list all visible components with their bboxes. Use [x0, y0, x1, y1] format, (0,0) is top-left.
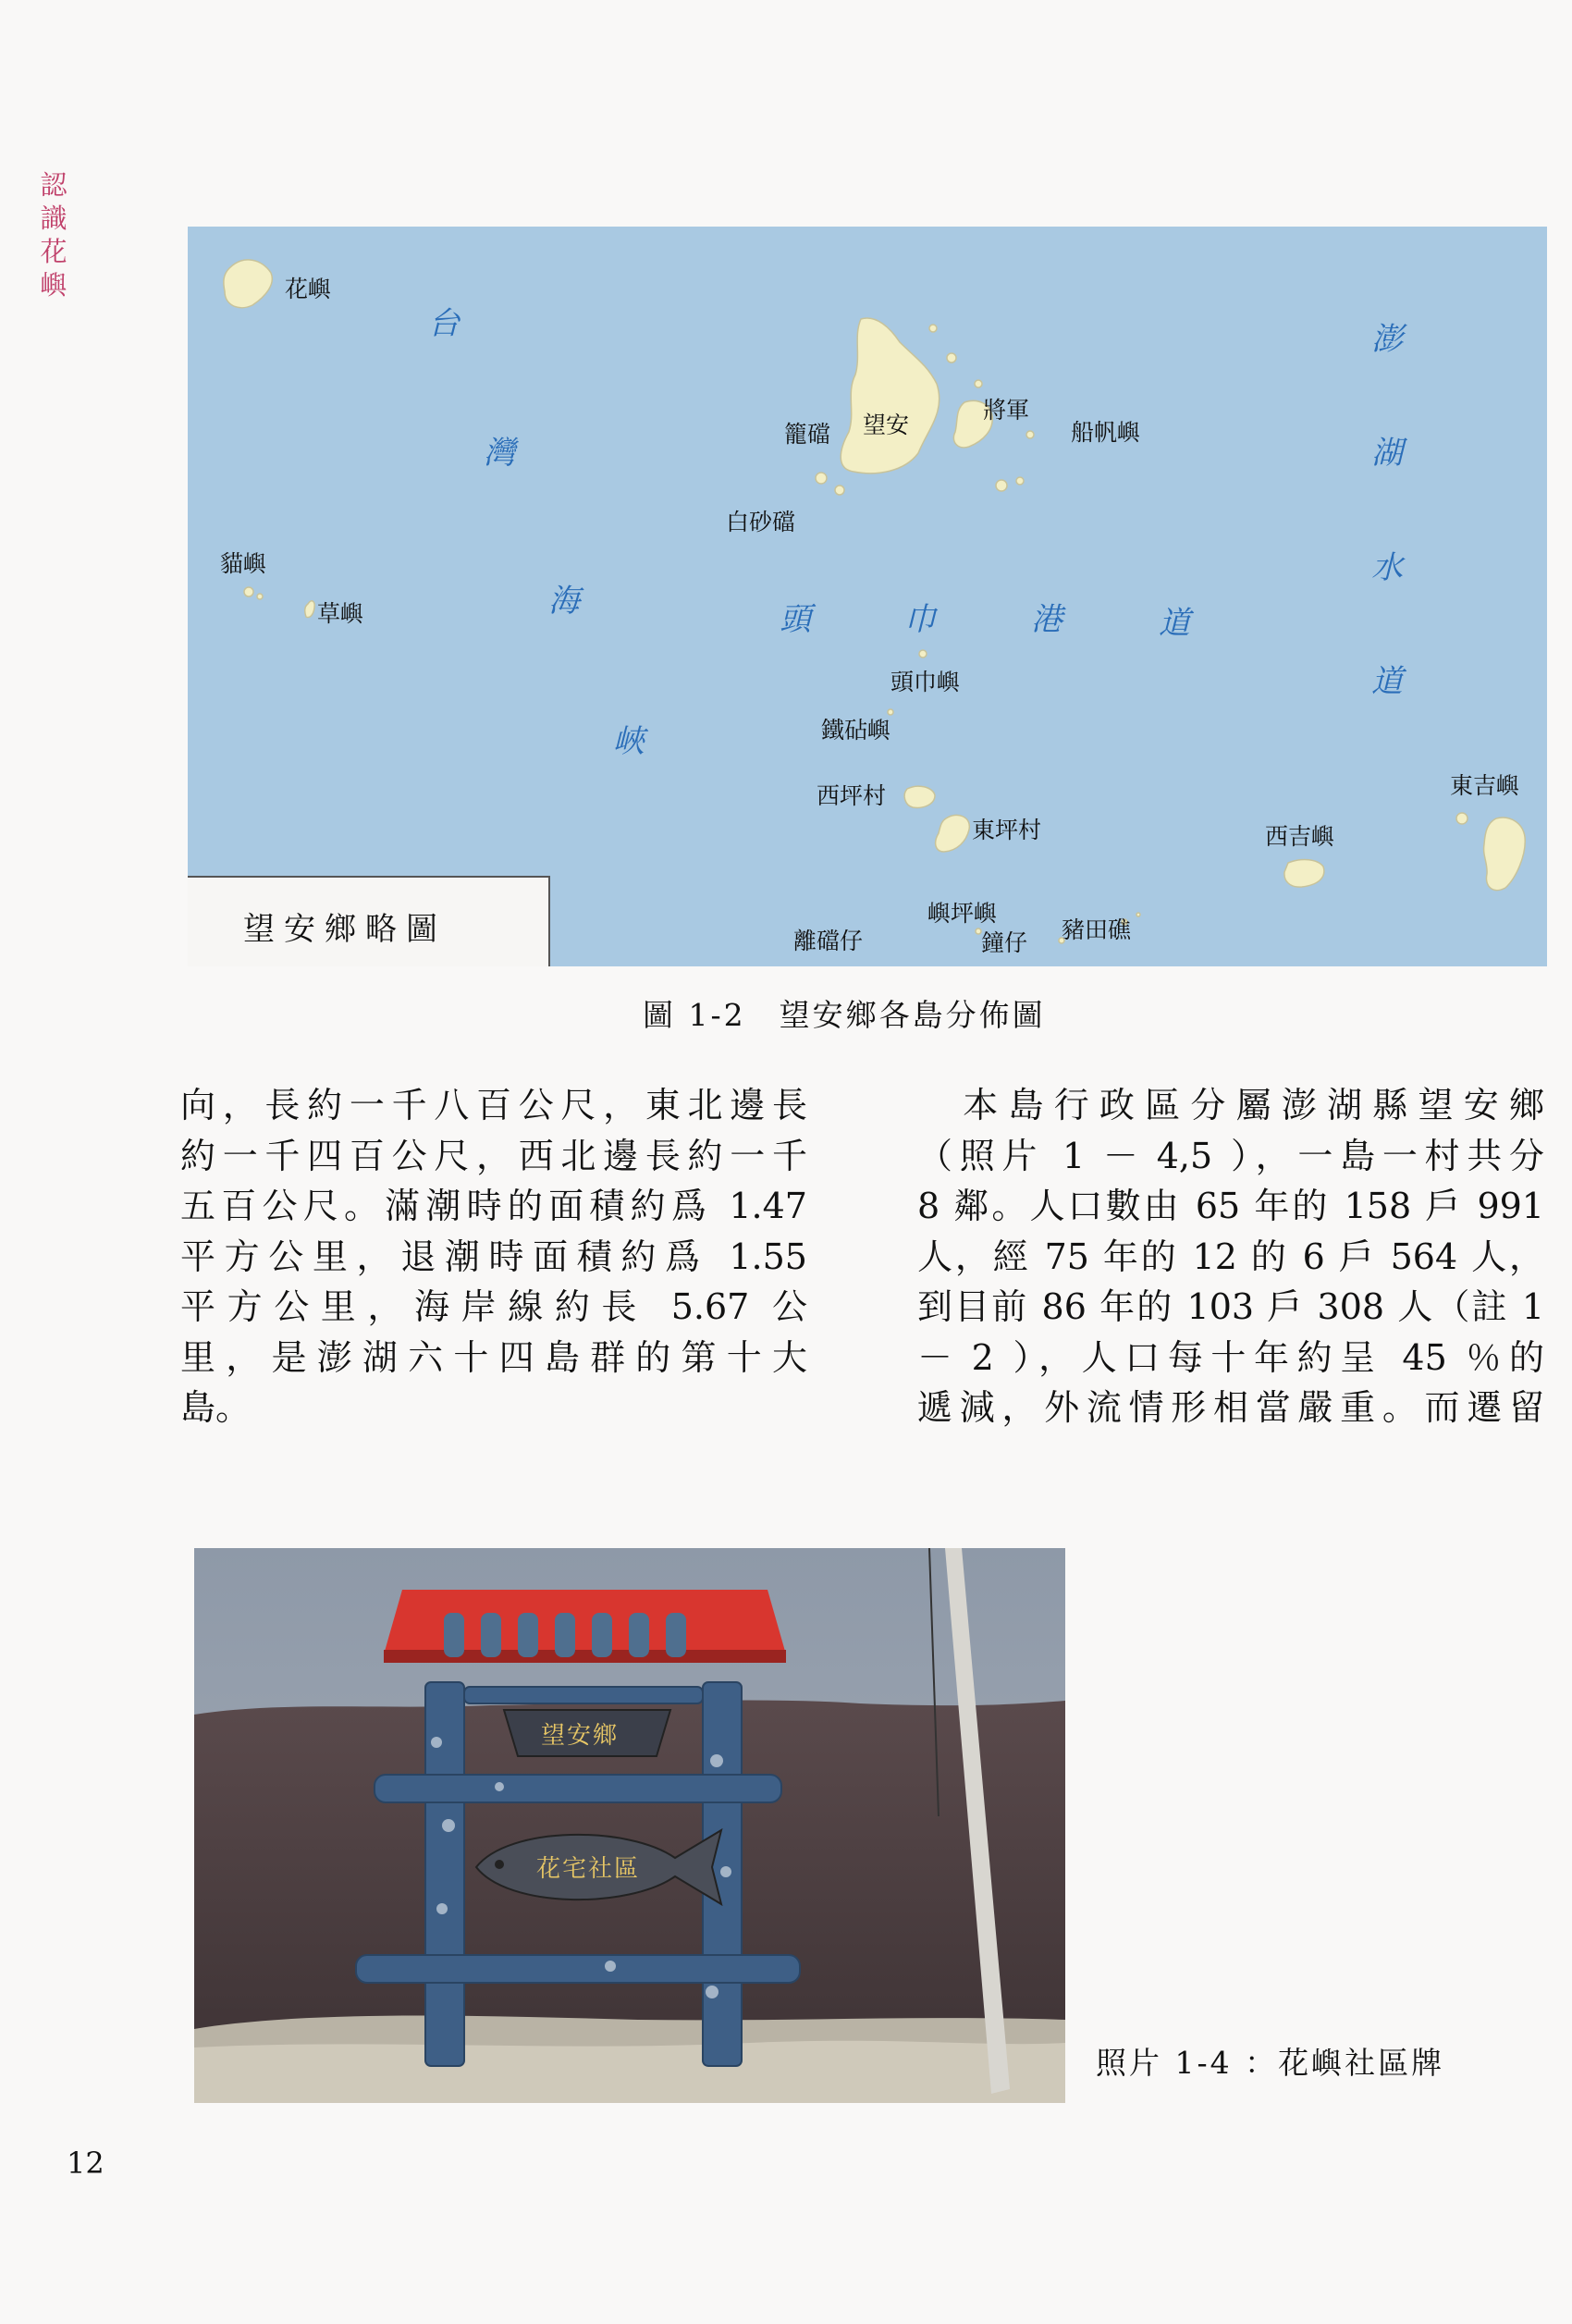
- islet: [888, 709, 893, 715]
- text-line: 人，經 75 年的 12 的 6 戶 564 人，: [917, 1236, 1544, 1277]
- side-title-char: 認: [40, 169, 68, 201]
- text-line: － 2 ），人口每十年約呈 45 ％的: [917, 1336, 1544, 1378]
- water-label-wan: 灣: [484, 435, 515, 472]
- text-line: 里，是澎湖六十四島群的第十大: [180, 1336, 807, 1378]
- label-dongpingcun: 東坪村: [972, 817, 1042, 843]
- text-line: 島。: [180, 1387, 252, 1428]
- label-jiangjun: 將軍: [983, 397, 1030, 424]
- right-text-column: [917, 1080, 1544, 1433]
- text-line: 平方公里，退潮時面積約爲 1.55: [180, 1236, 807, 1277]
- text-line: 到目前 86 年的 103 戶 308 人（註 1: [917, 1286, 1544, 1327]
- text-line: 本島行政區分屬澎湖縣望安鄉: [917, 1085, 1544, 1125]
- label-maoyu: 貓嶼: [220, 550, 267, 577]
- photo-illustration: [194, 1548, 1065, 2103]
- label-zhutianjiao: 豬田礁: [1062, 916, 1132, 943]
- islet: [816, 473, 827, 484]
- text-line: 五百公尺。滿潮時的面積約爲 1.47: [180, 1186, 807, 1226]
- wangan-map: [188, 227, 1547, 966]
- label-yupingyu: 嶼坪嶼: [927, 900, 998, 927]
- label-xipingcun: 西坪村: [817, 782, 887, 809]
- community-sign-photo: [194, 1548, 1065, 2103]
- islet: [947, 353, 956, 363]
- water-label-dao2: 道: [1371, 663, 1403, 700]
- water-label-hai: 海: [548, 583, 580, 620]
- label-xijiyu: 西吉嶼: [1265, 823, 1335, 850]
- text-line: 約一千四百公尺，西北邊長約一千: [180, 1135, 807, 1176]
- islet: [244, 587, 253, 596]
- islet: [975, 380, 982, 387]
- water-label-peng: 澎: [1371, 321, 1403, 358]
- island-huayu: [224, 260, 272, 308]
- text-line: 遞減，外流情形相當嚴重。而遷留: [917, 1387, 1544, 1428]
- label-wangan: 望安: [863, 412, 910, 438]
- islet: [1136, 913, 1140, 916]
- label-longgong: 籠礑: [784, 421, 831, 448]
- label-dongjiyu: 東吉嶼: [1450, 772, 1520, 799]
- photo-sign-fish-text: 花宅社區: [536, 1855, 641, 1883]
- side-chapter-title: [35, 168, 72, 301]
- page-number: 12: [67, 2146, 104, 2181]
- islet: [835, 486, 844, 495]
- label-zhongzai: 鐘仔: [981, 929, 1028, 956]
- island-caoyu: [305, 601, 314, 618]
- water-label-shui: 水: [1371, 549, 1403, 586]
- label-caoyu: 草嶼: [317, 600, 364, 627]
- water-label-tou: 頭: [780, 601, 811, 638]
- label-chuanfanyu: 船帆嶼: [1071, 419, 1141, 446]
- map-islands: [188, 227, 1547, 966]
- text-line: 8 鄰。人口數由 65 年的 158 戶 991: [917, 1186, 1544, 1226]
- label-tiezhenyu: 鐵砧嶼: [821, 717, 891, 744]
- text-line: 向，長約一千八百公尺，東北邊長: [180, 1085, 807, 1125]
- water-label-tai: 台: [428, 305, 460, 342]
- side-title-char: 花: [40, 236, 68, 267]
- map-title: 望安鄉略圖: [243, 911, 447, 948]
- islet: [919, 650, 927, 658]
- water-label-hu: 湖: [1371, 435, 1403, 472]
- left-text-column: [180, 1080, 807, 1433]
- island-dongping: [936, 815, 970, 852]
- water-label-xia: 峽: [613, 723, 645, 760]
- islet: [929, 325, 937, 332]
- photo-caption: 照片 1-4 ：花嶼社區牌: [1096, 2045, 1445, 2081]
- side-title-char: 嶼: [40, 269, 68, 301]
- figure-caption: 圖 1-2 望安鄉各島分佈圖: [643, 997, 1046, 1033]
- island-dongjiyu: [1484, 818, 1526, 891]
- label-baishagong: 白砂礑: [726, 509, 796, 535]
- label-toujinyu: 頭巾嶼: [890, 669, 961, 695]
- islet: [996, 480, 1007, 491]
- text-line: 平方公里，海岸線約長 5.67 公: [180, 1286, 807, 1327]
- islet: [1026, 431, 1034, 438]
- text-line: （照片 1 － 4,5 ），一島一村共分: [917, 1135, 1544, 1176]
- side-title-char: 識: [40, 203, 68, 234]
- map-title-box: [188, 876, 550, 966]
- label-huayu: 花嶼: [285, 276, 332, 302]
- island-xijiyu: [1284, 860, 1324, 888]
- island-wangan: [841, 318, 939, 473]
- label-ligongzai: 離礑仔: [793, 928, 864, 954]
- photo-sign-top-text: 望安鄉: [541, 1722, 620, 1750]
- water-label-jin: 巾: [904, 601, 936, 638]
- water-label-dao: 道: [1159, 605, 1190, 642]
- islet: [1456, 813, 1468, 824]
- water-label-gang: 港: [1031, 601, 1062, 638]
- islet: [257, 594, 263, 599]
- islet: [1016, 477, 1024, 485]
- island-xiping: [904, 786, 935, 807]
